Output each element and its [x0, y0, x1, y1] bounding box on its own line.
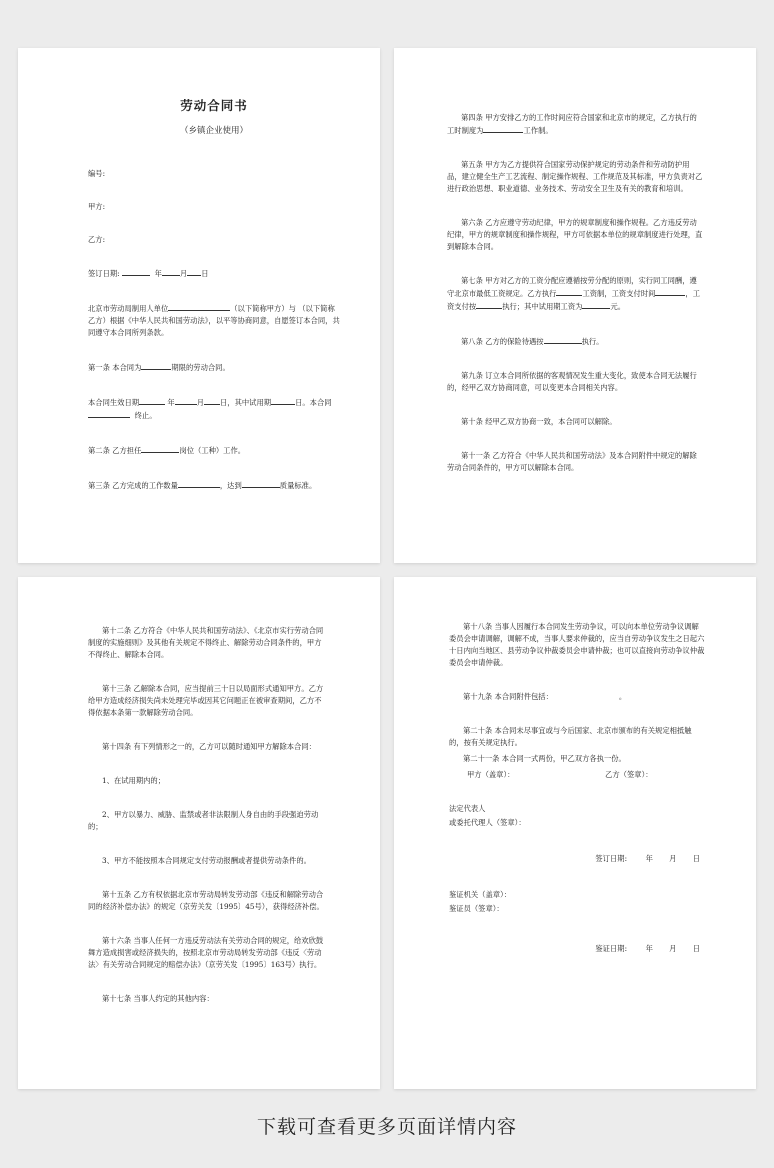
signature-parties	[449, 769, 706, 781]
article-9: 第九条 订立本合同所依据的客观情况发生重大变化，致使本合同无法履行的，经甲乙双方协商同意，可以变更本合同相关内容。	[447, 371, 697, 392]
article-13: 第十三条 乙解除本合同，应当提前三十日以局面形式通知甲方。乙方给甲方造成经济损失尚未处理完毕或因其它问题正在被审查期间，乙方不得依据本条第一款解除劳动合同。	[88, 684, 324, 717]
cert-date-line: 鉴证日期: 年 月 日	[595, 944, 700, 953]
article-14: 第十四条 有下列情形之一的，乙方可以随时通知甲方解除本合同：	[102, 742, 316, 751]
article-1: 第一条 本合同为 期限的劳动合同。	[88, 363, 230, 372]
certifying-officer: 鉴证员（签章）：	[449, 904, 504, 913]
certifying-authority: 鉴证机关（盖章）：	[449, 890, 512, 899]
article-4: 第四条 甲方安排乙方的工作时间应符合国家和北京市的规定，乙方执行的工时制度为 工作制。	[447, 113, 697, 135]
article-6: 第六条 乙方应遵守劳动纪律，甲方的规章制度和操作规程。乙方违反劳动纪律，甲方的规章制度和操作规程，甲方可依据本单位的规章制度进行处理，直到解除本合同。	[447, 218, 703, 251]
legal-rep: 法定代表人	[449, 804, 486, 813]
document-page-2	[394, 48, 756, 563]
sign-date-field: 签订日期: 年 月 日	[88, 269, 209, 278]
article-14-item-3: 3、甲方不能按照本合同规定支付劳动报酬或者提供劳动条件的。	[102, 856, 311, 865]
number-field: 编号:	[88, 169, 106, 178]
article-14-item-2: 2、甲方以暴力、威胁、监禁或者非法限制人身自由的手段强迫劳动的；	[88, 810, 319, 831]
party-a-seal: 甲方（盖章）：	[467, 770, 515, 779]
article-11: 第十一条 乙方符合《中华人民共和国劳动法》及本合同附件中规定的解除劳动合同条件的，甲方可以解除本合同。	[447, 451, 697, 472]
article-2: 第二条 乙方担任 岗位（工种）工作。	[88, 446, 246, 455]
article-3: 第三条 乙方完成的工作数量 ，达到 质量标准。	[88, 481, 317, 490]
document-page-4	[394, 577, 756, 1089]
article-5: 第五条 甲方为乙方提供符合国家劳动保护规定的劳动条件和劳动防护用品，建立健全生产工艺流程、制定操作规程、工作规范及其标准，甲方负责对乙进行政治思想、职业道德、业务技术、劳动安全卫生及有关的教育和培训。	[447, 160, 703, 193]
agent-sign: 或委托代理人（签章）：	[449, 818, 526, 827]
document-page-3	[18, 577, 380, 1089]
article-14-item-1: 1、在试用期内的；	[102, 776, 166, 785]
article-7: 第七条 甲方对乙方的工资分配应遵循按劳分配的原则，实行同工同酬，遵守北京市最低工资规定。乙方执行 工资制，工资支付时间 ，工资支付按 执行；其中试用期工资为 元。	[447, 276, 701, 311]
article-21: 第二十一条 本合同一式两份，甲乙双方各执一份。	[463, 754, 626, 763]
document-page-1	[18, 48, 380, 563]
article-10: 第十条 经甲乙双方协商一致，本合同可以解除。	[461, 417, 617, 426]
party-a-field: 甲方:	[88, 202, 106, 211]
contract-subtitle: （乡镇企业使用）	[179, 126, 248, 136]
article-19: 第十九条 本合同附件包括： 。	[463, 692, 627, 701]
article-15: 第十五条 乙方有权依据北京市劳动局转发劳动部《违反和解除劳动合同的经济补偿办法》的规定（京劳关发〔1995〕45号），获得经济补偿。	[88, 890, 324, 911]
effective-date-clause: 本合同生效日期 年 月 日，其中试用期 日。本合同 终止。	[88, 398, 332, 420]
article-17: 第十七条 当事人约定的其他内容：	[102, 994, 214, 1003]
article-18: 第十八条 当事人因履行本合同发生劳动争议，可以向本单位劳动争议调解委员会申请调解，调解不成，当事人要求仲裁的，应当自劳动争议发生之日起六十日内向当地区、县劳动争议仲裁委员会申请仲裁；也可以直接向劳动争议仲裁委员会申请仲裁。	[449, 622, 705, 667]
article-20: 第二十条 本合同未尽事宜或与今后国家、北京市颁布的有关规定相抵触的，按有关规定执行。	[449, 726, 692, 747]
contract-title: 劳动合同书	[180, 98, 248, 113]
article-8: 第八条 乙方的保险待遇按 执行。	[461, 337, 604, 346]
party-b-sign: 乙方（签章）：	[605, 770, 653, 779]
sign-date-line: 签订日期: 年 月 日	[595, 854, 700, 863]
article-12: 第十二条 乙方符合《中华人民共和国劳动法》、《北京市实行劳动合同制度的实施细则》及其他有关规定不得终止、解除劳动合同条件的，甲方不得终止、解除本合同。	[88, 626, 324, 659]
download-more-banner[interactable]: 下载可查看更多页面详情内容	[256, 1116, 517, 1138]
party-b-field: 乙方:	[88, 235, 106, 244]
intro-paragraph: 北京市劳动局制用人单位 （以下简称甲方）与 （以下简称乙方）根据《中华人民共和国劳动法》，以平等协商同意，自愿签订本合同，共同遵守本合同所列条款。	[88, 304, 340, 337]
article-16: 第十六条 当事人任何一方违反劳动法有关劳动合同的规定，给欢欣鼓舞方造成损害或经济损失的，按照北京市劳动局转发劳动部《违反〈劳动法〉有关劳动合同规定的赔偿办法》（京劳关发〔1995〕163号）执行。	[88, 936, 324, 969]
